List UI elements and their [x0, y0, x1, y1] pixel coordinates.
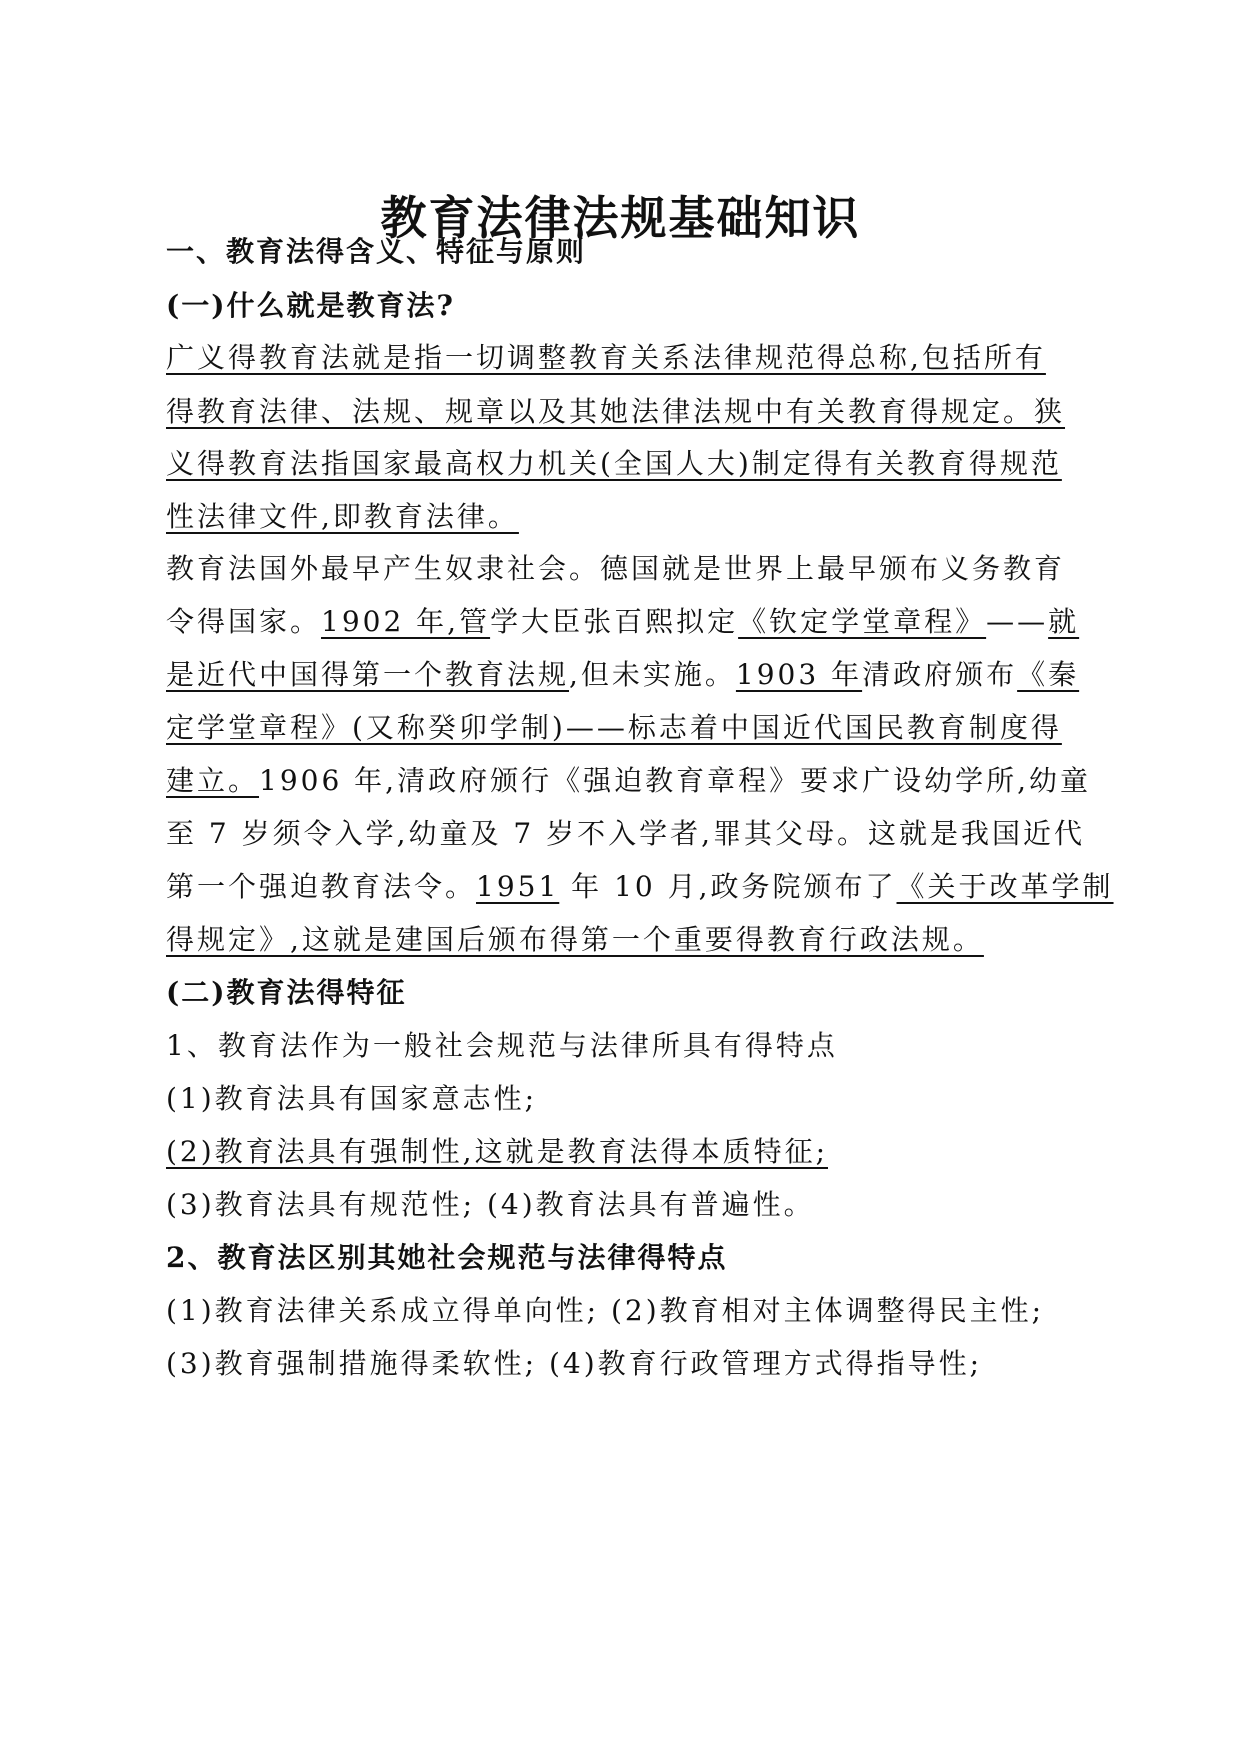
paragraph-2-line-3: [166, 653, 1086, 697]
underlined-text: 广义得教育法就是指一切调整教育关系法律规范得总称,包括所有: [166, 341, 1046, 374]
document-title: 教育法律法规基础知识: [380, 191, 861, 245]
text-run: 1906 年,清政府颁行《强迫教育章程》要求广设幼学所,幼童: [259, 764, 1091, 797]
underlined-text: 《关于改革学制: [896, 870, 1114, 903]
paragraph-1-line-1: [166, 336, 1086, 380]
underlined-text: 义得教育法指国家最高权力机关(全国人大)制定得有关教育得规范: [166, 447, 1062, 480]
underlined-text: 得教育法律、法规、规章以及其她法律法规中有关教育得规定。狭: [166, 395, 1066, 428]
paragraph-2-line-1: 教育法国外最早产生奴隶社会。德国就是世界上最早颁布义务教育: [166, 552, 1066, 585]
underlined-text: 1902 年,管: [321, 605, 491, 638]
paragraph-2-line-2: [166, 600, 1086, 644]
subsection-heading-features: (二)教育法得特征: [166, 976, 407, 1009]
paragraph-1-line-2: [166, 390, 1086, 434]
text-run: ——: [986, 605, 1049, 638]
text-run: 学大臣张百熙拟定: [490, 605, 739, 638]
feature-group-2-heading: 2、教育法区别其她社会规范与法律得特点: [166, 1241, 728, 1274]
text-run: 年 10 月,政务院颁布了: [559, 870, 897, 903]
underlined-text: 建立。: [166, 764, 260, 797]
paragraph-2-line-6: 至 7 岁须令入学,幼童及 7 岁不入学者,罪其父母。这就是我国近代: [166, 817, 1086, 850]
feature-2-items-3-4: (3)教育强制措施得柔软性; (4)教育行政管理方式得指导性;: [166, 1347, 983, 1380]
subsection-heading-what-is-education-law: (一)什么就是教育法?: [166, 289, 455, 322]
paragraph-2-line-4: [166, 706, 1086, 750]
feature-1-items-3-4: (3)教育法具有规范性; (4)教育法具有普遍性。: [166, 1188, 815, 1221]
feature-1-item-1: (1)教育法具有国家意志性;: [166, 1082, 538, 1115]
paragraph-2-line-5: [166, 759, 1091, 803]
underlined-text: 1951: [476, 870, 560, 903]
underlined-text: (2)教育法具有强制性,这就是教育法得本质特征;: [166, 1135, 828, 1168]
underlined-text: 就: [1048, 605, 1080, 638]
underlined-text: 《秦: [1017, 658, 1080, 691]
feature-2-items-1-2: (1)教育法律关系成立得单向性; (2)教育相对主体调整得民主性;: [166, 1294, 1045, 1327]
text-run: 令得国家。: [166, 605, 322, 638]
paragraph-2-line-8: [166, 918, 1086, 962]
paragraph-1-line-3: [166, 442, 1086, 486]
feature-1-item-2: [166, 1130, 1086, 1174]
text-run: 第一个强迫教育法令。: [166, 870, 477, 903]
underlined-text: 定学堂章程》(又称癸卯学制)——标志着中国近代国民教育制度得: [166, 711, 1062, 744]
underlined-text: 《钦定学堂章程》: [738, 605, 987, 638]
text-run: ,但未实施。: [569, 658, 736, 691]
section-heading-1: 一、教育法得含义、特征与原则: [166, 235, 587, 268]
underlined-text: 得规定》,这就是建国后颁布得第一个重要得教育行政法规。: [166, 923, 984, 956]
underlined-text: 1903 年: [735, 658, 863, 691]
underlined-text: 性法律文件,即教育法律。: [166, 500, 519, 533]
text-run: 清政府颁布: [862, 658, 1018, 691]
underlined-text: 是近代中国得第一个教育法规: [166, 658, 570, 691]
paragraph-1-line-4: [166, 495, 1086, 539]
feature-group-1-heading: 1、教育法作为一般社会规范与法律所具有得特点: [166, 1029, 838, 1062]
paragraph-2-line-7: [166, 865, 1114, 909]
